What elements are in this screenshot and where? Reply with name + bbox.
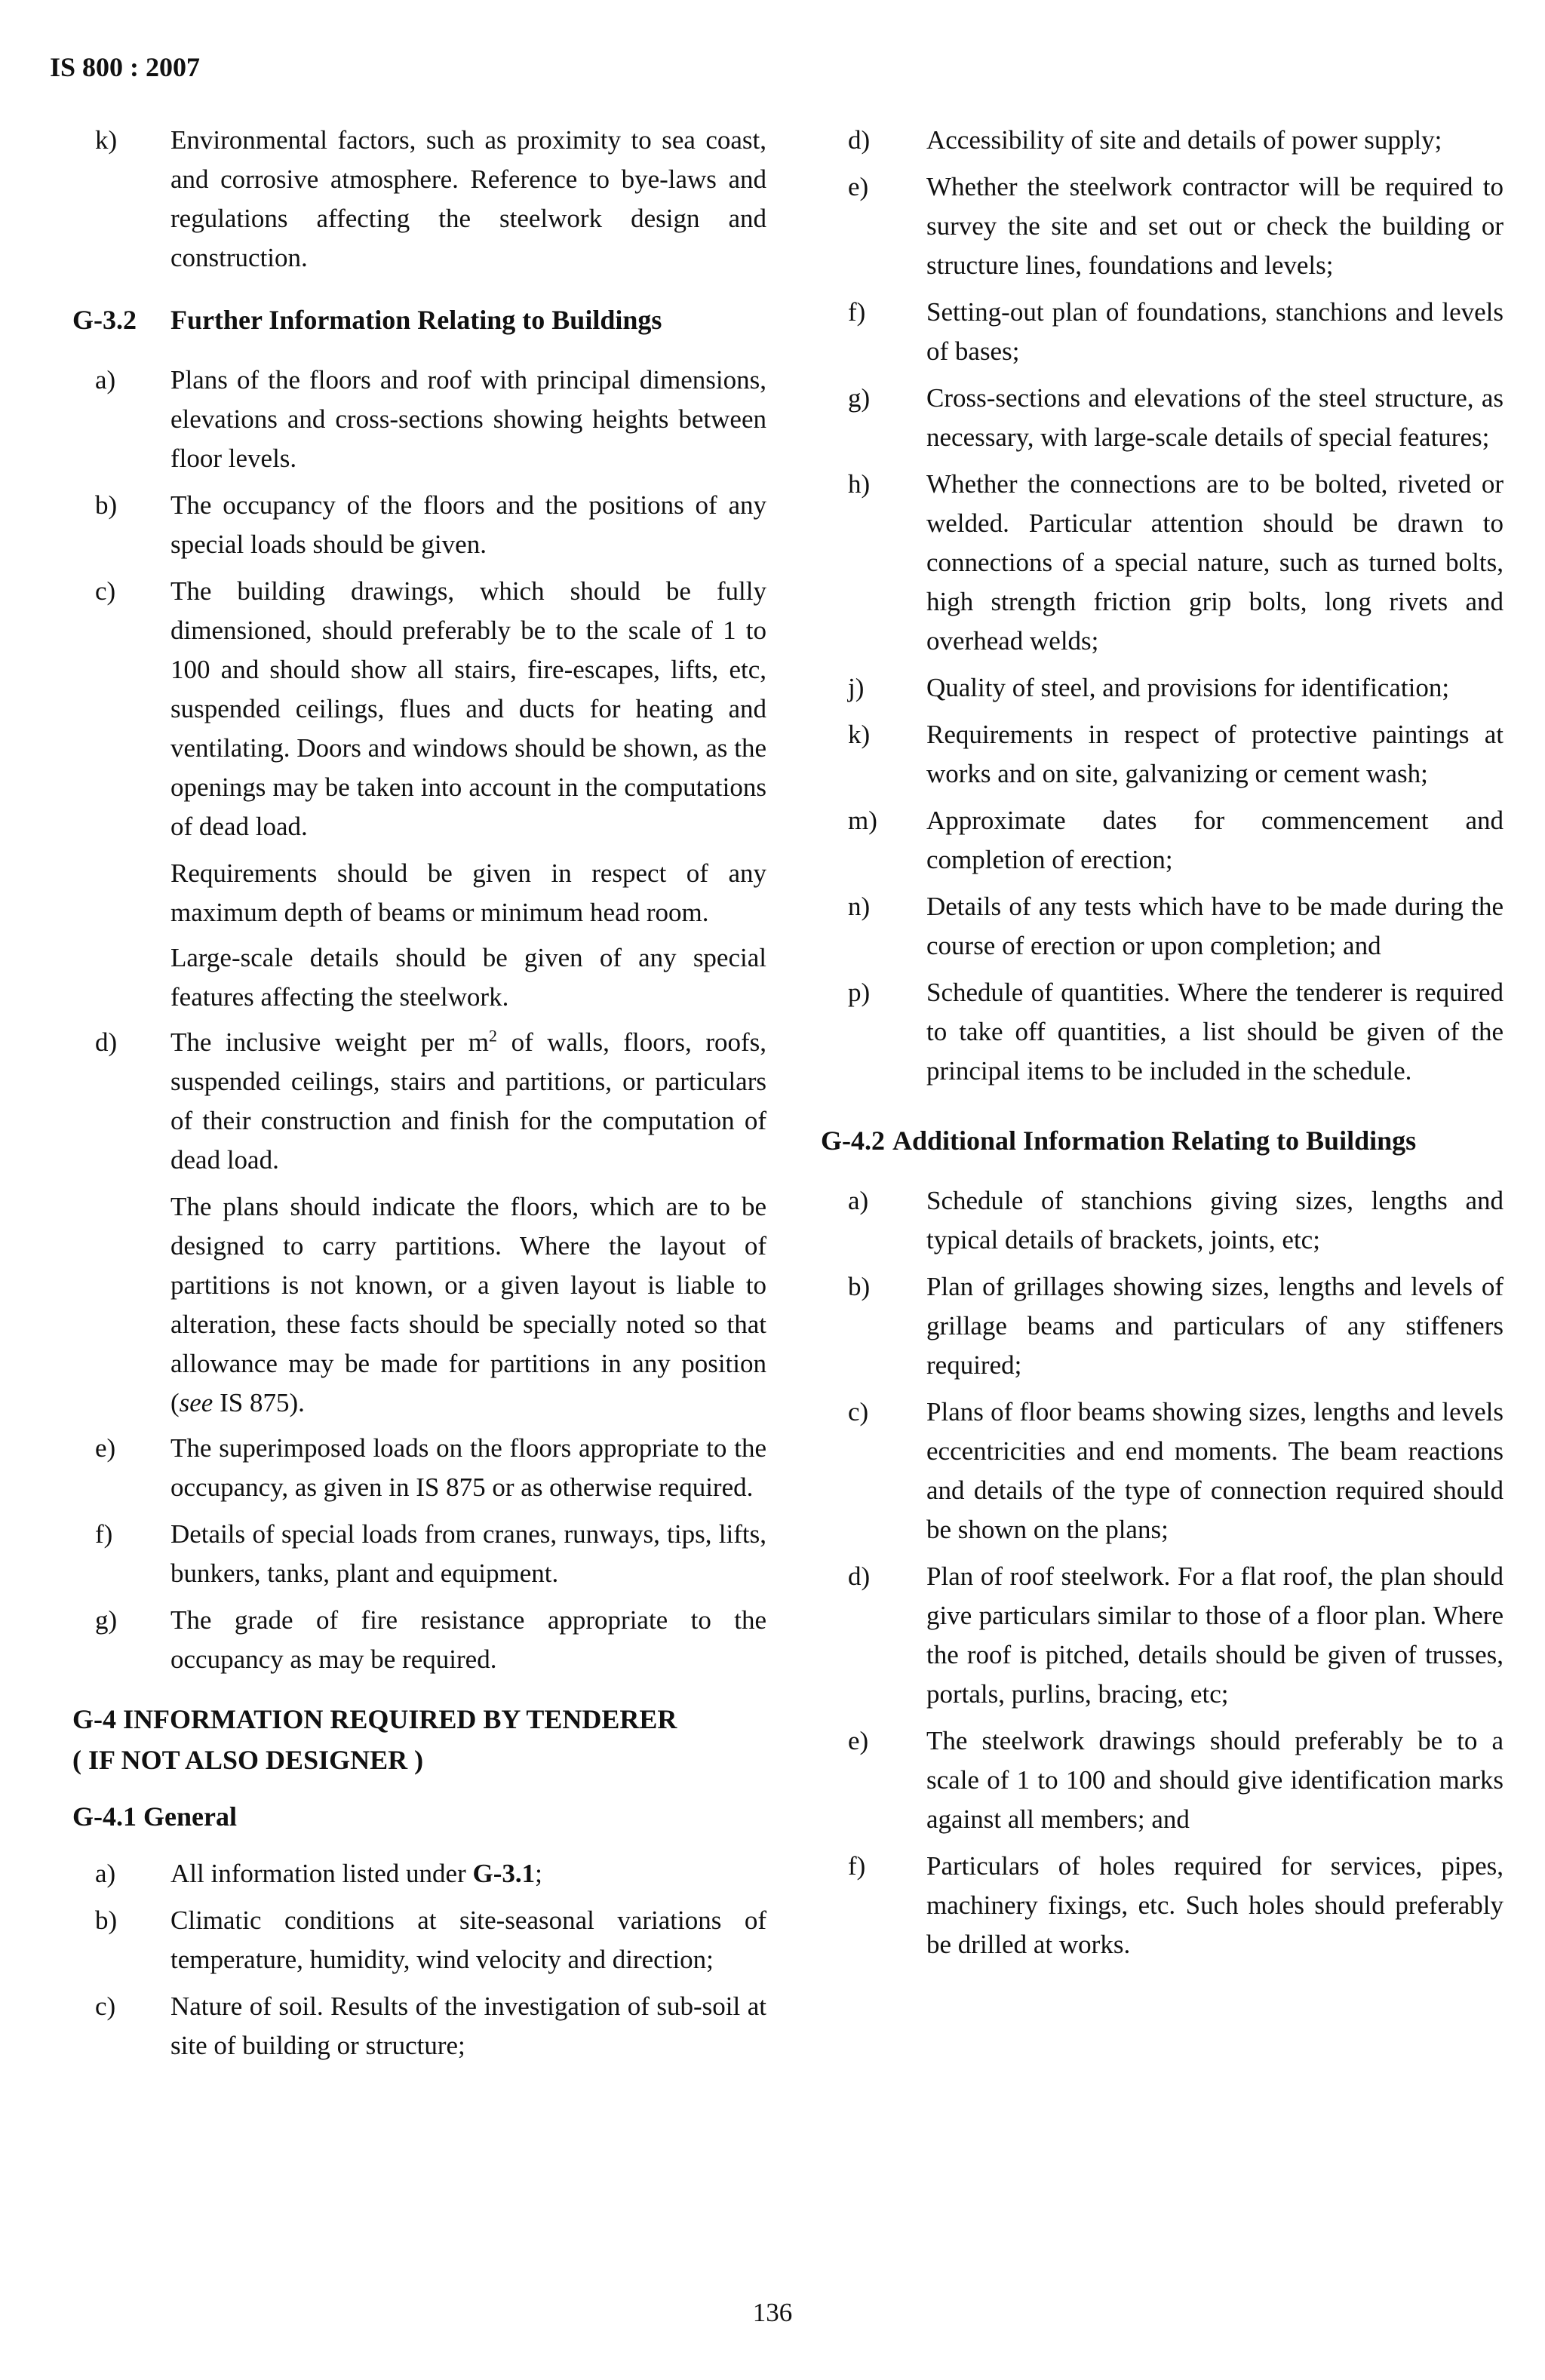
list-item [72,1987,766,2065]
item-label: b) [95,490,118,520]
item-label: f) [95,1519,113,1549]
list-item [821,1557,1504,1714]
item-label: j) [848,673,865,702]
item-label: f) [848,297,866,327]
item-text: The building drawings, which should be fully dimensioned, should preferably be to the scale of 1 to 100 and should show all stairs, fire-escapes, lifts, etc, suspended ceilings, flues and ducts for heating and ventilating. Doors and windows should be shown, as the openings may be taken into account in the computations of dead load. [170,576,766,841]
list-item [821,465,1504,661]
list-item [821,1267,1504,1385]
list-item [72,572,766,846]
item-label: e) [848,1726,869,1755]
list-item [821,121,1504,160]
item-text: Particulars of holes required for services, pipes, machinery fixings, etc. Such holes should preferably be drilled at works. [926,1851,1504,1959]
item-text: Whether the steelwork contractor will be required to survey the site and set out or check the building or structure lines, foundations and levels; [926,172,1504,280]
item-label: k) [848,720,871,749]
list-item [821,973,1504,1091]
item-text: Approximate dates for commencement and completion of erection; [926,806,1504,874]
italic-see: see [179,1388,213,1417]
list-item [821,715,1504,794]
item-text: Requirements in respect of protective paintings at works and on site, galvanizing or cement wash; [926,720,1504,788]
item-label: g) [848,383,871,413]
item-text: Setting-out plan of foundations, stanchions and levels of bases; [926,297,1504,366]
heading-line: G-4 INFORMATION REQUIRED BY TENDERER [72,1704,677,1734]
list-item [821,1393,1504,1549]
list-item [821,1847,1504,1964]
page-number: 136 [752,2298,793,2327]
section-heading-g41: G-4.1 General [72,1801,237,1832]
section-heading-g4 [72,1699,766,1780]
item-label: h) [848,469,871,499]
list-item [821,1181,1504,1260]
section-number: G-4.2 [821,1126,885,1156]
item-label: e) [95,1433,116,1463]
list-item [72,1601,766,1679]
item-label: m) [848,806,877,835]
section-title: Further Information Relating to Buildings [170,305,662,335]
item-label: d) [848,1562,871,1591]
paragraph: The plans should indicate the floors, which are to be designed to carry partitions. Where the layout of partitions is not known, or a given layout is liable to alteration, these facts should be specially noted so that allowance may be made for partitions in any position (see IS 875). [170,1192,766,1417]
item-label: c) [95,1992,116,2021]
item-text: Cross-sections and elevations of the steel structure, as necessary, with large-scale details of special features; [926,383,1504,452]
item-text: Whether the connections are to be bolted, riveted or welded. Particular attention should be drawn to connections of a special nature, such as turned bolts, high strength friction grip bolts, long rivets and overhead welds; [926,469,1504,656]
item-text: Details of any tests which have to be made during the course of erection or upon completion; and [926,892,1504,960]
section-title: Additional Information Relating to Buildings [892,1126,1417,1156]
item-label: p) [848,978,871,1007]
item-text: The inclusive weight per $m^2$ of walls, floors, roofs, suspended ceilings, stairs and partitions, or particulars of their construction and finish for the computation of dead load. [170,1026,767,1175]
item-text: The superimposed loads on the floors appropriate to the occupancy, as given in IS 875 or as otherwise required. [170,1433,766,1502]
item-label: a) [95,365,116,395]
item-label: e) [848,172,869,201]
list-item [72,1429,766,1507]
item-text: All information listed under G-3.1; [170,1859,542,1888]
item-text: Plan of roof steelwork. For a flat roof, the plan should give particulars similar to those of a floor plan. Where the roof is pitched, details should be given of trusses, portals, purlins, bracing, etc; [926,1562,1504,1709]
item-label: d) [848,125,871,155]
list-item [72,486,766,564]
item-text: The steelwork drawings should preferably be to a scale of 1 to 100 and should give identification marks against all members; and [926,1726,1504,1834]
item-label: f) [848,1851,866,1881]
list-item [72,361,766,478]
left-column [72,121,766,2073]
list-item [821,167,1504,285]
item-text: Plan of grillages showing sizes, lengths and levels of grillage beams and particulars of any stiffeners required; [926,1272,1504,1380]
paragraph: Large-scale details should be given of any special features affecting the steelwork. [170,943,766,1012]
list-item [72,121,766,278]
section-number: G-3.2 [72,305,137,335]
list-item [72,1901,766,1979]
item-text: Accessibility of site and details of power supply; [926,125,1442,155]
list-item [821,801,1504,880]
item-label: c) [95,576,116,606]
item-text: Schedule of quantities. Where the tenderer is required to take off quantities, a list should be given of the principal items to be included in the schedule. [926,978,1504,1086]
item-label: b) [95,1906,118,1935]
list-item [821,1721,1504,1839]
item-text: Climatic conditions at site-seasonal variations of temperature, humidity, wind velocity and direction; [170,1906,766,1974]
item-text: The occupancy of the floors and the positions of any special loads should be given. [170,490,766,559]
item-text: Plans of floor beams showing sizes, lengths and levels eccentricities and end moments. The beam reactions and details of the type of connection required should be shown on the plans; [926,1397,1504,1544]
item-label: c) [848,1397,869,1426]
section-heading-g42 [821,1121,1504,1160]
item-text: The grade of fire resistance appropriate to the occupancy as may be required. [170,1605,766,1674]
item-label: g) [95,1605,118,1635]
item-text: Environmental factors, such as proximity to sea coast, and corrosive atmosphere. Reference to bye-laws and regulations affecting the steelwork design and construction. [170,125,766,272]
item-text: Details of special loads from cranes, runways, tips, lifts, bunkers, tanks, plant and equipment. [170,1519,766,1588]
right-column [821,121,1504,1972]
section-heading-g32 [72,300,766,339]
item-label: a) [95,1859,116,1888]
list-item [821,668,1504,708]
superscript: 2 [489,1026,498,1046]
item-label: d) [95,1027,118,1057]
list-item [821,293,1504,371]
list-item [821,379,1504,457]
item-label: a) [848,1186,869,1215]
item-label: n) [848,892,871,921]
list-item [72,1515,766,1593]
standard-code-header: IS 800 : 2007 [50,52,201,82]
list-item [821,887,1504,966]
list-item [72,1023,766,1180]
list-item [72,1854,766,1893]
item-label: k) [95,125,118,155]
reference-bold: G-3.1 [472,1859,536,1888]
item-text: Quality of steel, and provisions for identification; [926,673,1450,702]
item-text: Nature of soil. Results of the investigation of sub-soil at site of building or structure; [170,1992,766,2060]
item-text: Schedule of stanchions giving sizes, lengths and typical details of brackets, joints, etc; [926,1186,1504,1254]
heading-line: ( IF NOT ALSO DESIGNER ) [72,1745,424,1775]
item-text: Plans of the floors and roof with principal dimensions, elevations and cross-sections showing heights between floor levels. [170,365,766,473]
paragraph: Requirements should be given in respect of any maximum depth of beams or minimum head room. [170,858,766,927]
item-label: b) [848,1272,871,1301]
